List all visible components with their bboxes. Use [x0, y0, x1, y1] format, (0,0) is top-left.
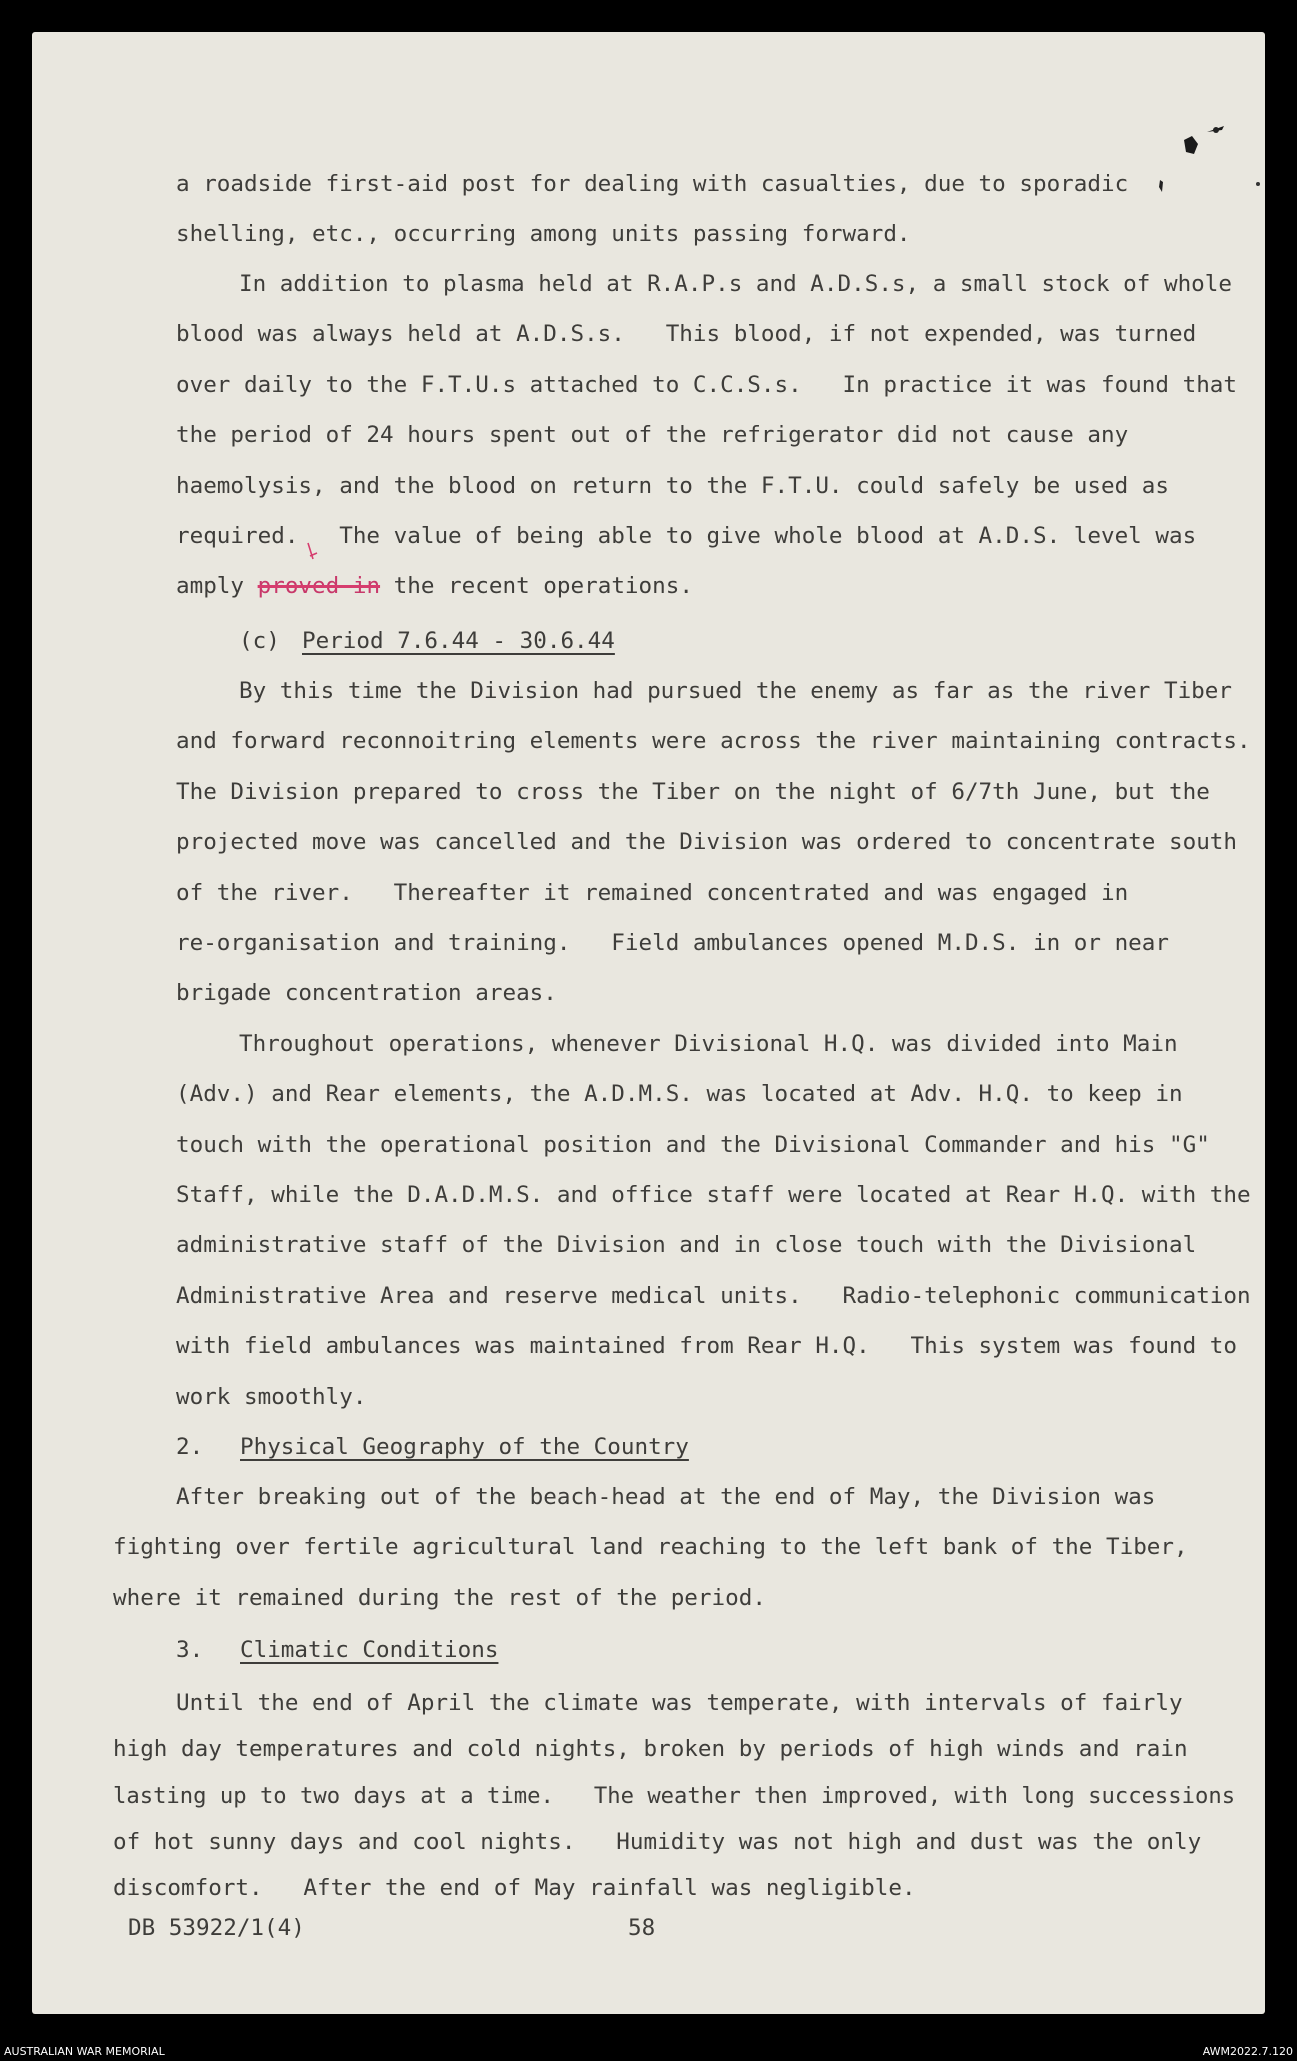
text-line: administrative staff of the Division and in close touch with the Divisional	[176, 1232, 1197, 1258]
section-heading: Climatic Conditions	[240, 1637, 499, 1663]
text-line: blood was always held at A.D.S.s. This blood, if not expended, was turned	[176, 321, 1197, 347]
text-line: over daily to the F.T.U.s attached to C.C.S.s. In practice it was found that	[176, 372, 1238, 398]
text-line	[176, 571, 693, 601]
section-number: 3.	[176, 1637, 204, 1663]
section-heading: Period 7.6.44 - 30.6.44	[302, 628, 615, 654]
text-line: with field ambulances was maintained from Rear H.Q. This system was found to	[176, 1333, 1238, 1359]
text-line: of hot sunny days and cool nights. Humidity was not high and dust was the only	[113, 1829, 1202, 1855]
text-line: brigade concentration areas.	[176, 980, 557, 1006]
text-line: The Division prepared to cross the Tiber on the night of 6/7th June, but the	[176, 779, 1210, 805]
correction-tick-mark	[305, 541, 323, 563]
text-line: the period of 24 hours spent out of the refrigerator did not cause any	[176, 422, 1129, 448]
text-line: projected move was cancelled and the Division was ordered to concentrate south	[176, 829, 1238, 855]
text-line: shelling, etc., occurring among units passing forward.	[176, 221, 911, 247]
text-line: touch with the operational position and the Divisional Commander and his "G"	[176, 1132, 1210, 1158]
section-heading: Physical Geography of the Country	[240, 1434, 689, 1460]
text-fragment: amply	[176, 573, 245, 599]
text-line: of the river. Thereafter it remained concentrated and was engaged in	[176, 880, 1129, 906]
text-line: and forward reconnoitring elements were across the river maintaining contracts.	[176, 728, 1251, 754]
page-number: 58	[628, 1915, 656, 1941]
text-line: where it remained during the rest of the period.	[113, 1585, 766, 1611]
archive-reference: AWM2022.7.120	[1202, 2045, 1293, 2058]
section-label: (c)	[239, 628, 280, 654]
text-line: lasting up to two days at a time. The weather then improved, with long successions	[113, 1783, 1236, 1809]
text-line: high day temperatures and cold nights, broken by periods of high winds and rain	[113, 1736, 1188, 1762]
text-line: required. The value of being able to give whole blood at A.D.S. level was	[176, 523, 1197, 549]
file-reference: DB 53922/1(4)	[128, 1915, 305, 1941]
text-line: In addition to plasma held at R.A.P.s and A.D.S.s, a small stock of whole	[239, 271, 1232, 297]
text-line: After breaking out of the beach-head at the end of May, the Division was	[176, 1484, 1156, 1510]
text-line: a roadside first-aid post for dealing with casualties, due to sporadic	[176, 171, 1129, 197]
text-line: fighting over fertile agricultural land reaching to the left bank of the Tiber,	[113, 1534, 1188, 1560]
section-number: 2.	[176, 1434, 204, 1460]
archive-name: AUSTRALIAN WAR MEMORIAL	[4, 2045, 165, 2058]
text-line: (Adv.) and Rear elements, the A.D.M.S. was located at Adv. H.Q. to keep in	[176, 1081, 1183, 1107]
text-line: re-organisation and training. Field ambulances opened M.D.S. in or near	[176, 930, 1169, 956]
document-page	[32, 32, 1265, 2014]
struck-through-text: proved in	[257, 573, 381, 599]
text-line: By this time the Division had pursued the enemy as far as the river Tiber	[239, 678, 1232, 704]
text-line: discomfort. After the end of May rainfall was negligible.	[113, 1875, 916, 1901]
text-line: Administrative Area and reserve medical units. Radio-telephonic communication	[176, 1283, 1251, 1309]
text-line: work smoothly.	[176, 1384, 367, 1410]
text-fragment: the recent operations.	[393, 573, 693, 599]
text-line: Staff, while the D.A.D.M.S. and office staff were located at Rear H.Q. with the	[176, 1182, 1251, 1208]
text-line: Throughout operations, whenever Divisional H.Q. was divided into Main	[239, 1031, 1178, 1057]
archive-footer	[0, 2043, 1297, 2061]
text-line: Until the end of April the climate was temperate, with intervals of fairly	[176, 1690, 1183, 1716]
paper-damage-marks	[1132, 92, 1272, 212]
text-line: haemolysis, and the blood on return to the F.T.U. could safely be used as	[176, 473, 1169, 499]
